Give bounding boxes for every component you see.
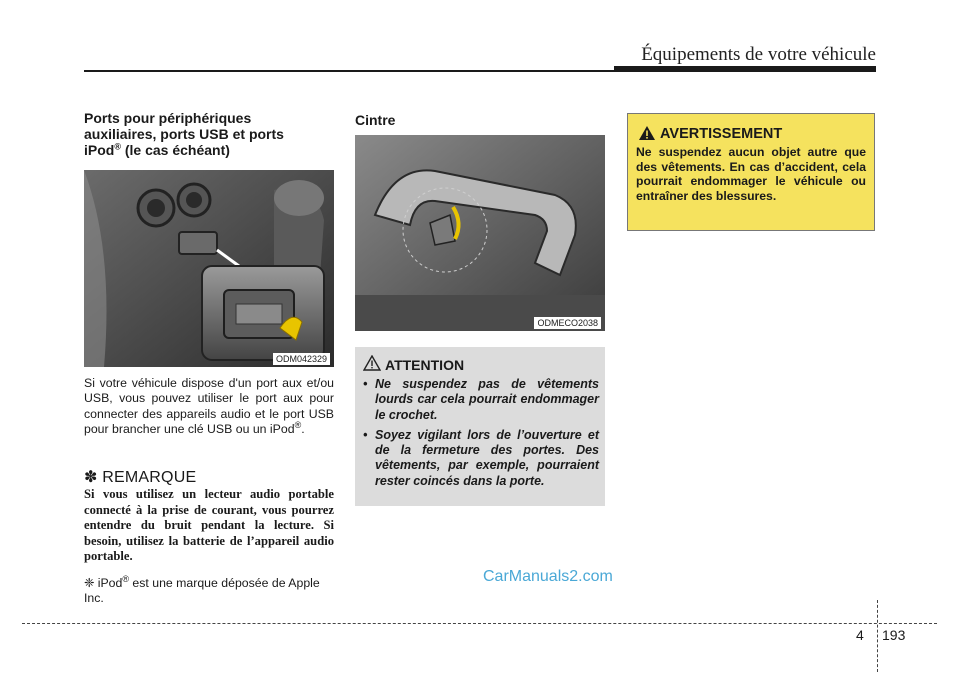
hanger-illustration — [355, 135, 605, 331]
ports-body-text — [84, 376, 334, 438]
usb-port-photo — [84, 170, 334, 367]
bullet-icon: • — [363, 427, 368, 442]
watermark-link[interactable]: CarManuals2.com — [483, 568, 613, 585]
ports-title-suffix: (le cas échéant) — [120, 142, 230, 158]
remarque-title-text: REMARQUE — [102, 469, 197, 486]
warning-title: AVERTISSEMENT — [660, 126, 783, 142]
header-rule — [84, 70, 614, 72]
ports-body-end: . — [301, 422, 305, 437]
bullet-icon: • — [363, 377, 368, 391]
registered-mark: ® — [294, 420, 302, 431]
ports-image-code: ODM042329 — [273, 353, 330, 365]
remarque-title — [84, 467, 196, 487]
usb-port-illustration — [84, 170, 334, 367]
footer-rule — [22, 623, 937, 624]
attention-item-text: Soyez vigilant lors de l’ouverture et de la fermeture des portes. Des vêtements, par exemple, pourraient rester coincés dans la porte. — [375, 427, 599, 488]
trademark-ipod: iPod — [97, 576, 123, 590]
ports-title-line2: auxiliaires, ports USB et ports — [84, 126, 284, 142]
remarque-body: Si vous utilisez un lecteur audio portable connecté à la prise de courant, vous pourrez entendre du bruit pendant la lecture. Si besoin, utilisez la batterie de l’appareil audio portable. — [84, 487, 334, 564]
ports-body-main: Si votre véhicule dispose d'un port aux et/ou USB, vous pouvez utiliser le port aux pour connecter des appareils audio et le port USB pour brancher une clé USB ou un iPod — [84, 376, 334, 437]
caution-triangle-icon — [363, 355, 381, 371]
ports-title-line3 — [84, 142, 334, 158]
warning-box — [627, 113, 875, 231]
ports-title-ipod: iPod — [84, 142, 115, 158]
warning-triangle-icon — [638, 125, 656, 141]
cintre-title: Cintre — [355, 112, 396, 128]
footer-divider — [877, 600, 878, 672]
attention-item — [363, 428, 599, 489]
header-title: Équipements de votre véhicule — [641, 44, 876, 65]
trademark-symbol-icon: ❈ — [84, 576, 95, 590]
attention-title: ATTENTION — [385, 357, 465, 373]
ports-title-line1: Ports pour périphériques — [84, 110, 252, 126]
remarque-symbol-icon: ✽ — [84, 469, 98, 486]
hanger-photo — [355, 135, 605, 331]
trademark-note — [84, 573, 334, 606]
attention-list — [363, 377, 599, 494]
registered-mark: ® — [122, 573, 129, 584]
registered-mark: ® — [114, 141, 121, 152]
ports-section-title — [84, 110, 334, 158]
header-rule-thick — [614, 66, 876, 72]
page-number: 193 — [882, 627, 906, 643]
attention-item — [363, 377, 599, 423]
chapter-number: 4 — [856, 627, 864, 643]
warning-text: Ne suspendez aucun objet autre que des vêtements. En cas d’accident, cela pourrait endommager le véhicule ou entraîner des blessures. — [636, 145, 866, 203]
attention-box — [355, 347, 605, 506]
cintre-image-code: ODMECO2038 — [534, 317, 601, 329]
attention-item-text: Ne suspendez pas de vêtements lourds car cela pourrait endommager le crochet. — [375, 377, 599, 422]
trademark-text: est une marque déposée de Apple Inc. — [84, 576, 320, 605]
